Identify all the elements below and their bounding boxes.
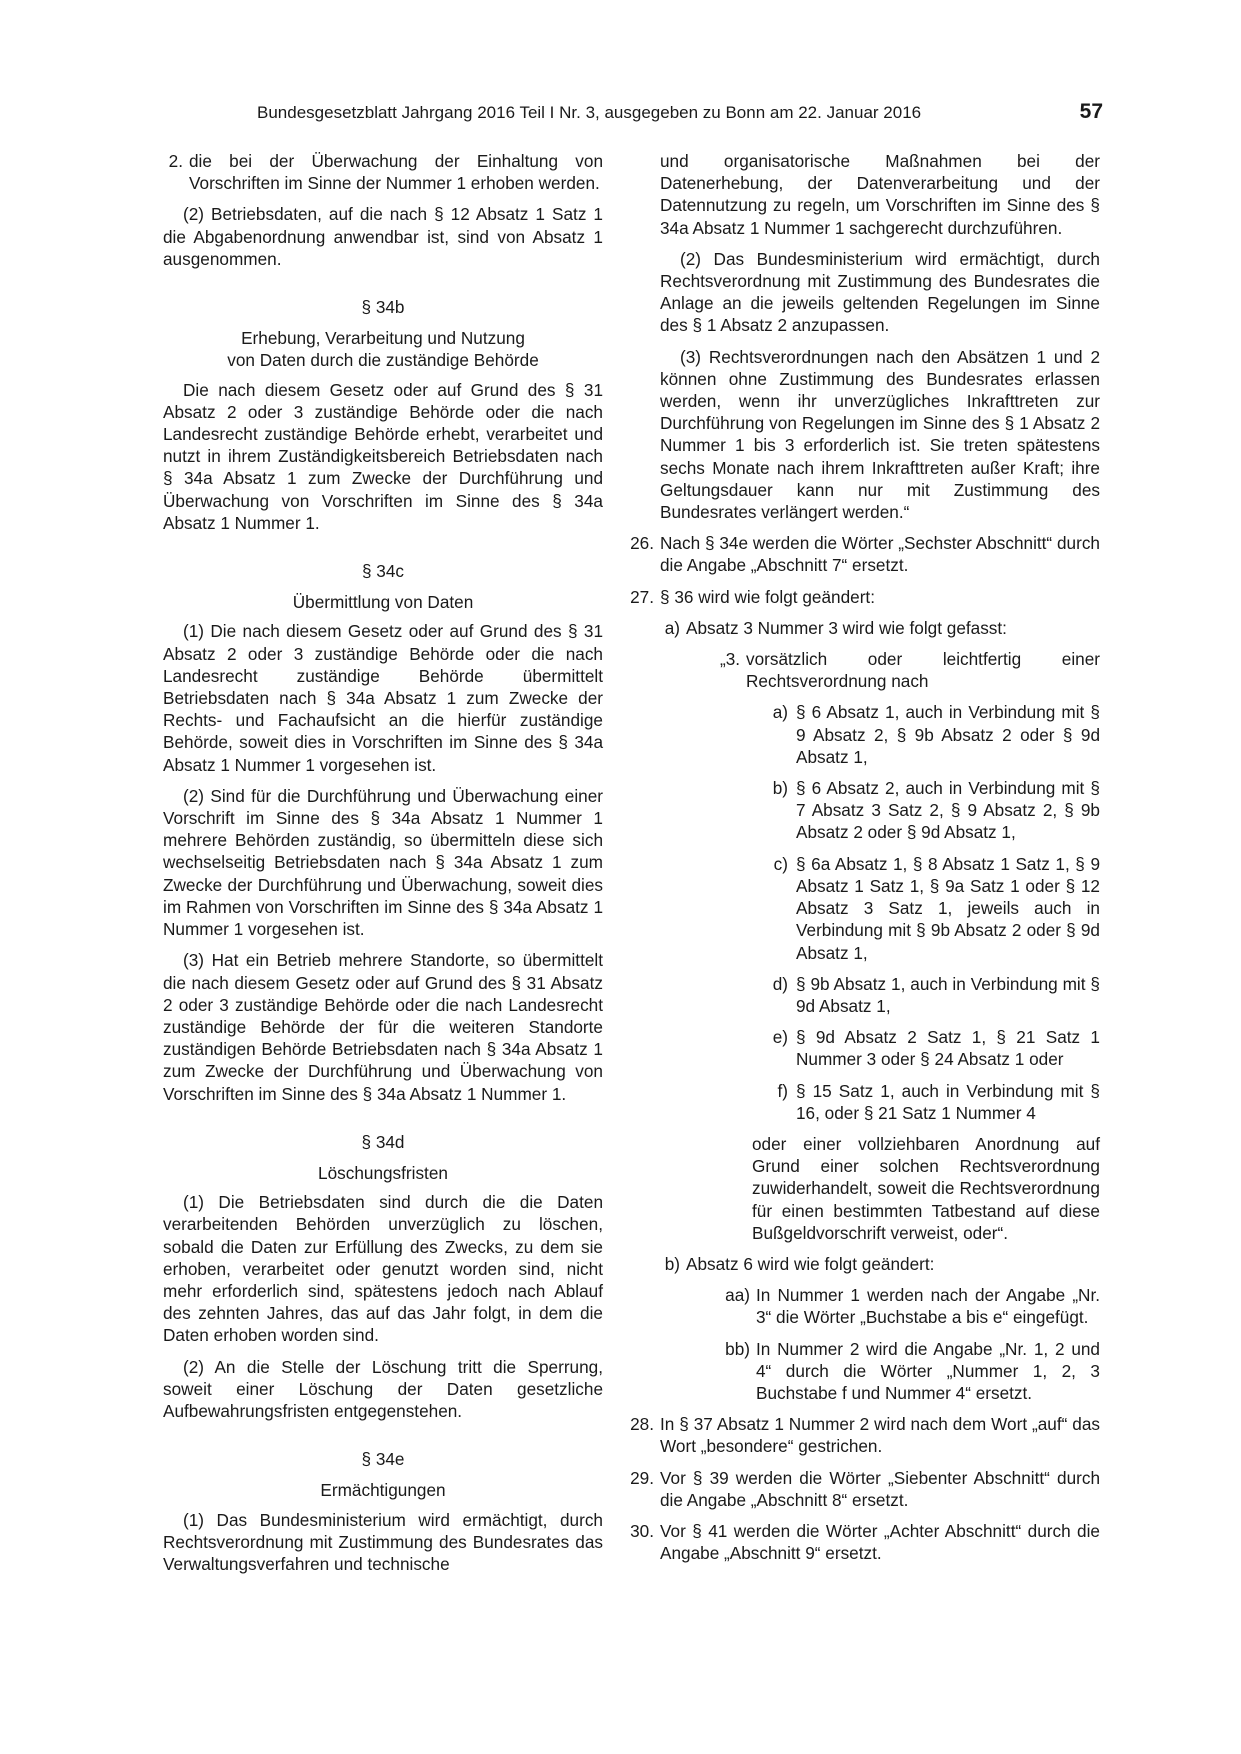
item-text: § 15 Satz 1, auch in Verbindung mit § 16, oder § 21 Satz 1 Nummer 4: [796, 1080, 1100, 1123]
item-text: Vor § 39 werden die Wörter „Siebenter Abschnitt“ durch die Angabe „Abschnitt 8“ ersetzt.: [660, 1467, 1100, 1510]
item-text: Absatz 6 wird wie folgt geändert:: [686, 1253, 935, 1274]
item-number: 30.: [630, 1520, 654, 1541]
left-column: [163, 150, 603, 1584]
item-number: b): [664, 1253, 680, 1274]
paragraph: (3) Hat ein Betrieb mehrere Standorte, so übermittelt die nach diesem Gesetz oder auf Grund des § 31 Absatz 2 oder 3 zuständige Behörde oder die nach Landesrecht zuständige Behörde der für die weiteren Standorte zuständigen Behörde Betriebsdaten nach § 34a Absatz 1 zum Zwecke der Durchführung und Überwachung von Vorschriften im Sinne des § 34a Absatz 1 Nummer 1.: [163, 950, 603, 1104]
item-text: § 6 Absatz 1, auch in Verbindung mit § 9 Absatz 2, § 9b Absatz 2 oder § 9d Absatz 1,: [796, 702, 1100, 767]
section-title: Löschungsfristen: [318, 1162, 448, 1183]
section-title-line: Erhebung, Verarbeitung und Nutzung: [241, 328, 525, 349]
paragraph: (2) An die Stelle der Löschung tritt die Sperrung, soweit einer Löschung der Daten gesetzliche Aufbewahrungsfristen entgegenstehen.: [163, 1356, 603, 1421]
paragraph: (2) Sind für die Durchführung und Überwachung einer Vorschrift im Sinne des § 34a Absatz 1 Nummer 1 mehrere Behörden zuständig, so übermitteln diese sich wechselseitig Betriebsdaten nach § 34a Absatz 1 zum Zwecke der Durchführung und Überwachung, soweit dies im Rahmen von Vorschriften im Sinne des § 34a Absatz 1 Nummer 1 vorgesehen ist.: [163, 785, 603, 940]
paragraph: (1) Die Betriebsdaten sind durch die die Daten verarbeitenden Behörden unverzüglich zu löschen, sobald die Daten zur Erfüllung des Zwecks, zu dem sie erhoben, verarbeitet oder genutzt worden sind, nicht mehr erforderlich sind, spätestens jedoch nach Ablauf des zehnten Jahres, das auf das Jahr folgt, in dem die Daten erhoben worden sind.: [163, 1192, 603, 1346]
section-number: § 34c: [361, 561, 405, 582]
item-number: f): [777, 1080, 788, 1101]
item-number: 27.: [630, 586, 654, 607]
item-number: b): [772, 778, 788, 799]
list-item: [660, 1253, 1100, 1275]
item-number: bb): [725, 1338, 750, 1359]
page-header: [160, 100, 1103, 124]
item-number: „3.: [720, 649, 741, 670]
paragraph: Die nach diesem Gesetz oder auf Grund des § 31 Absatz 2 oder 3 zuständige Behörde oder die nach Landesrecht zuständige Behörde erhebt, verarbeitet und nutzt in ihrem Zuständigkeitsbereich Betriebsdaten nach § 34a Absatz 1 zum Zwecke der Durchführung und Überwachung von Vorschriften im Sinne des § 34a Absatz 1 Nummer 1.: [163, 379, 603, 533]
list-item: [660, 617, 1100, 639]
list-item: [770, 853, 1100, 964]
item-number: c): [773, 853, 788, 874]
list-item: [624, 532, 1100, 576]
paragraph: und organisatorische Maßnahmen bei der Datenerhebung, der Datenverarbeitung und der Datennutzung zu regeln, um Vorschriften im Sinne des § 34a Absatz 1 Nummer 1 sachgerecht durchzuführen.: [660, 151, 1100, 238]
section-title: Übermittlung von Daten: [292, 592, 474, 613]
paragraph: (1) Die nach diesem Gesetz oder auf Grund des § 31 Absatz 2 oder 3 zuständige Behörde oder die nach Landesrecht zuständige Behörde übermittelt Betriebsdaten nach § 34a Absatz 1 zum Zwecke der Rechts- und Fachaufsicht an die hierfür zuständige Behörde, soweit dies in Vorschriften im Sinne des § 34a Absatz 1 Nummer 1 vorgesehen ist.: [163, 621, 603, 775]
section-number: § 34d: [361, 1131, 405, 1152]
list-item: [624, 586, 1100, 608]
running-header-title: Bundesgesetzblatt Jahrgang 2016 Teil I Nr. 3, ausgegeben zu Bonn am 22. Januar 2016: [257, 103, 922, 122]
list-item: [720, 648, 1100, 692]
list-item: [770, 1026, 1100, 1070]
paragraph: (1) Das Bundesministerium wird ermächtigt, durch Rechtsverordnung mit Zustimmung des Bundesrates das Verwaltungsverfahren und technische: [163, 1509, 603, 1574]
item-number: 29.: [630, 1467, 654, 1488]
list-item: [163, 150, 603, 194]
item-text: Nach § 34e werden die Wörter „Sechster Abschnitt“ durch die Angabe „Abschnitt 7“ ersetzt.: [660, 533, 1100, 576]
item-text: § 36 wird wie folgt geändert:: [660, 586, 875, 607]
section-title: Ermächtigungen: [320, 1480, 446, 1501]
list-item: [720, 1338, 1100, 1405]
list-item: [624, 1467, 1100, 1511]
item-text: § 6a Absatz 1, § 8 Absatz 1 Satz 1, § 9 Absatz 1 Satz 1, § 9a Satz 1 oder § 12 Absatz 3 Satz 1, jeweils auch in Verbindung mit § 9b Absatz 2 oder § 9d Absatz 1,: [796, 853, 1100, 963]
item-text: In Nummer 1 werden nach der Angabe „Nr. 3“ die Wörter „Buchstabe a bis e“ eingefügt.: [756, 1285, 1100, 1328]
page-number: 57: [1079, 100, 1103, 123]
section-number: § 34b: [361, 297, 405, 318]
list-item: [720, 1284, 1100, 1328]
item-number: d): [772, 973, 788, 994]
section-title-line: von Daten durch die zuständige Behörde: [227, 350, 539, 371]
item-text: § 6 Absatz 2, auch in Verbindung mit § 7 Absatz 3 Satz 2, § 9 Absatz 2, § 9b Absatz 2 oder § 9d Absatz 1,: [796, 778, 1100, 843]
list-item: [624, 1520, 1100, 1564]
paragraph: (2) Das Bundesministerium wird ermächtigt, durch Rechtsverordnung mit Zustimmung des Bundesrates die Anlage an die jeweils geltenden Regelungen im Sinne des § 1 Absatz 2 anzupassen.: [660, 248, 1100, 336]
paragraph: (2) Betriebsdaten, auf die nach § 12 Absatz 1 Satz 1 die Abgabenordnung anwendbar ist, sind von Absatz 1 ausgenommen.: [163, 204, 603, 269]
item-number: 28.: [630, 1414, 654, 1435]
item-text: Vor § 41 werden die Wörter „Achter Abschnitt“ durch die Angabe „Abschnitt 9“ ersetzt.: [660, 1520, 1100, 1564]
continuation-text: oder einer vollziehbaren Anordnung auf Grund einer solchen Rechtsverordnung zuwiderhandelt, soweit die Rechtsverordnung für einen bestimmten Tatbestand auf diese Bußgeldvorschrift verweist, oder“.: [752, 1133, 1100, 1243]
item-text: § 9b Absatz 1, auch in Verbindung mit § 9d Absatz 1,: [796, 973, 1100, 1016]
list-item: [770, 1080, 1100, 1124]
item-number: 2.: [168, 151, 183, 171]
item-text: In § 37 Absatz 1 Nummer 2 wird nach dem Wort „auf“ das Wort „besondere“ gestrichen.: [660, 1414, 1100, 1457]
item-number: a): [664, 617, 680, 638]
paragraph: (3) Rechtsverordnungen nach den Absätzen 1 und 2 können ohne Zustimmung des Bundesrates erlassen werden, wenn ihr unverzügliches Inkrafttreten zur Durchführung von Regelungen im Sinne des § 1 Absatz 2 Nummer 1 bis 3 erforderlich ist. Sie treten spätestens sechs Monate nach ihrem Inkrafttreten außer Kraft; ihre Geltungsdauer kann nur mit Zustimmung des Bundesrates verlängert werden.“: [660, 346, 1100, 523]
item-number: 26.: [630, 533, 654, 554]
item-number: a): [772, 702, 788, 723]
item-text: In Nummer 2 wird die Angabe „Nr. 1, 2 und 4“ durch die Wörter „Nummer 1, 2, 3 Buchstabe f und Nummer 4“ ersetzt.: [756, 1338, 1100, 1403]
list-item: [770, 701, 1100, 768]
item-text: § 9d Absatz 2 Satz 1, § 21 Satz 1 Nummer 3 oder § 24 Absatz 1 oder: [796, 1027, 1100, 1070]
list-item: [770, 973, 1100, 1017]
section-number: § 34e: [361, 1449, 405, 1470]
right-column: [630, 150, 1100, 1573]
list-item: [770, 777, 1100, 844]
section-title: [163, 327, 603, 371]
item-text: die bei der Überwachung der Einhaltung von Vorschriften im Sinne der Nummer 1 erhoben werden.: [189, 151, 603, 194]
list-item: [624, 1413, 1100, 1457]
item-text: Absatz 3 Nummer 3 wird wie folgt gefasst:: [686, 617, 1007, 638]
item-number: e): [772, 1027, 788, 1048]
item-text: vorsätzlich oder leichtfertig einer Rechtsverordnung nach: [746, 649, 1100, 692]
item-number: aa): [725, 1285, 750, 1306]
